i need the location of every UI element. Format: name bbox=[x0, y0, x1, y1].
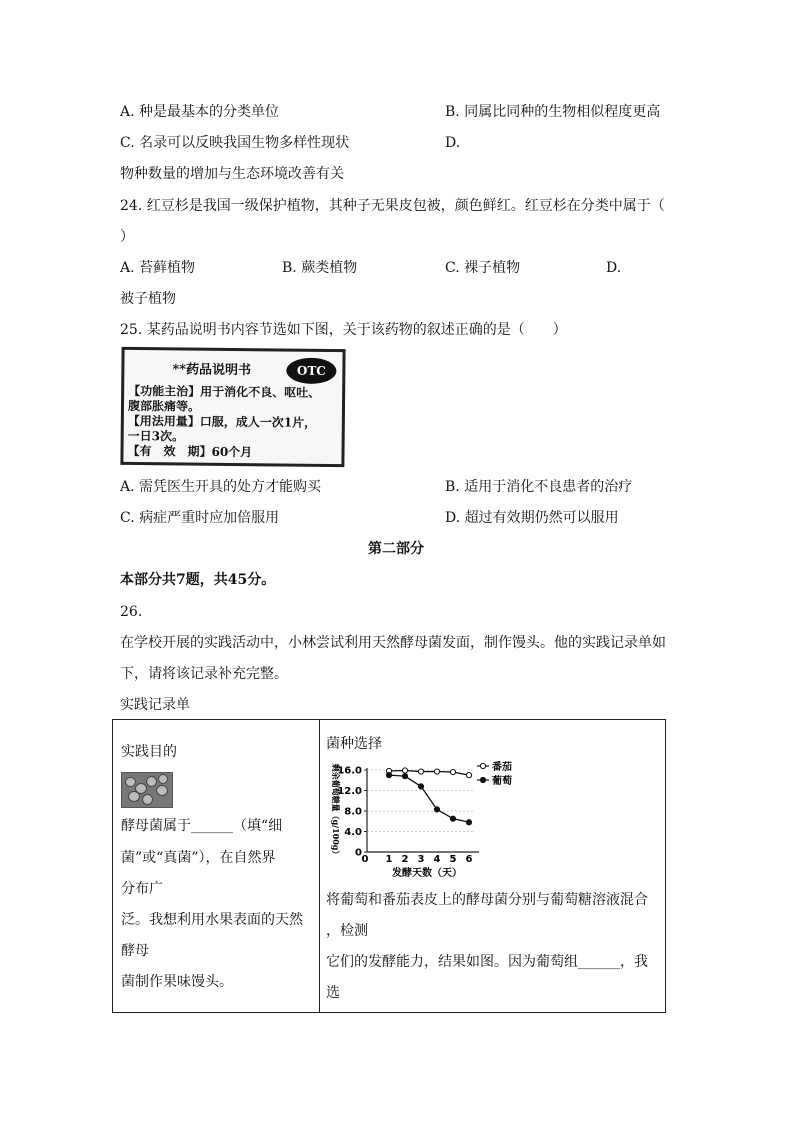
table-divider bbox=[319, 720, 320, 1012]
q25-option-b: B. 适用于消化不良患者的治疗 bbox=[445, 479, 633, 495]
yeast-microscope-image bbox=[121, 772, 173, 808]
data-point bbox=[434, 807, 439, 812]
legend-marker bbox=[480, 763, 485, 768]
q23-option-b: B. 同属比同种的生物相似程度更高 bbox=[445, 104, 661, 120]
data-point bbox=[418, 784, 423, 789]
data-point bbox=[450, 769, 455, 774]
x-tick-label: 1 bbox=[385, 854, 393, 865]
series-line-番茄 bbox=[389, 771, 469, 776]
drug-label-line: 【用法用量】口服，成人一次1片， bbox=[127, 413, 317, 430]
strain-text: 它们的发酵能力，结果如图。因为葡萄组______，我 bbox=[326, 954, 648, 970]
q23-option-a: A. 种是最基本的分类单位 bbox=[120, 104, 280, 120]
q24-option-c: C. 裸子植物 bbox=[445, 260, 521, 276]
data-point bbox=[434, 769, 439, 774]
x-tick-label: 0 bbox=[361, 854, 369, 865]
record-title: 实践记录单 bbox=[120, 697, 190, 713]
purpose-text: 分布广 bbox=[121, 881, 163, 897]
drug-label-line: 腹部胀痛等。 bbox=[127, 398, 201, 414]
drug-label-line: 【有 效 期】60个月 bbox=[127, 443, 253, 460]
y-axis-label: 剩余葡萄糖量（g/100g） bbox=[331, 763, 341, 859]
x-tick-label: 3 bbox=[417, 854, 425, 865]
q24-option-a: A. 苔藓植物 bbox=[120, 260, 196, 276]
drug-label-line: 一日3次。 bbox=[127, 428, 185, 444]
strain-heading: 菌种选择 bbox=[326, 736, 382, 752]
q26-intro: 在学校开展的实践活动中，小林尝试利用天然酵母菌发面，制作馒头。他的实践记录单如 bbox=[120, 635, 666, 651]
data-point bbox=[450, 816, 455, 821]
practice-record-table bbox=[112, 719, 666, 1013]
q25-stem: 25. 某药品说明书内容节选如下图，关于该药物的叙述正确的是（ ） bbox=[120, 322, 567, 338]
q24-stem: 24. 红豆杉是我国一级保护植物，其种子无果皮包被，颜色鲜红。红豆杉在分类中属于（ bbox=[120, 198, 665, 214]
part2-description: 本部分共7题，共45分。 bbox=[120, 572, 276, 588]
drug-label-title: **药品说明书 bbox=[172, 362, 252, 379]
purpose-text: 酵母菌属于______（填“细 bbox=[121, 818, 283, 834]
data-point bbox=[386, 773, 391, 778]
q24-option-b: B. 蕨类植物 bbox=[282, 260, 358, 276]
x-tick-label: 2 bbox=[401, 854, 409, 865]
q23-option-d-text: 物种数量的增加与生态环境改善有关 bbox=[120, 166, 344, 182]
q23-option-c: C. 名录可以反映我国生物多样性现状 bbox=[120, 135, 350, 151]
strain-text: 选 bbox=[326, 985, 340, 1001]
y-tick-label: 4.0 bbox=[344, 827, 362, 838]
otc-badge: OTC bbox=[286, 358, 336, 385]
data-point bbox=[402, 774, 407, 779]
q24-option-d-text: 被子植物 bbox=[120, 291, 176, 307]
drug-label-line: 【功能主治】用于消化不良、呕吐、 bbox=[128, 383, 321, 400]
legend-label: 葡萄 bbox=[492, 776, 512, 787]
x-tick-label: 4 bbox=[433, 854, 441, 865]
purpose-text: 菌”或“真菌”），在自然界 bbox=[121, 850, 276, 866]
data-point bbox=[402, 768, 407, 773]
fermentation-chart bbox=[325, 760, 512, 880]
legend-label: 番茄 bbox=[492, 762, 512, 773]
strain-text: 将葡萄和番茄表皮上的酵母菌分别与葡萄糖溶液混合 bbox=[326, 892, 648, 908]
purpose-heading: 实践目的 bbox=[121, 744, 177, 760]
drug-label-image bbox=[120, 347, 345, 467]
q26-number: 26. bbox=[120, 604, 143, 620]
part2-title: 第二部分 bbox=[368, 541, 424, 557]
y-tick-label: 8.0 bbox=[344, 806, 362, 818]
y-tick-label: 0 bbox=[355, 847, 362, 859]
q24-stem-end: ） bbox=[120, 229, 134, 245]
q25-option-a: A. 需凭医生开具的处方才能购买 bbox=[120, 479, 322, 495]
series-line-葡萄 bbox=[389, 775, 469, 822]
legend-marker bbox=[480, 777, 485, 782]
q25-option-d: D. 超过有效期仍然可以服用 bbox=[445, 510, 619, 526]
x-tick-label: 6 bbox=[465, 854, 473, 865]
x-tick-label: 5 bbox=[449, 854, 457, 865]
q25-option-c: C. 病症严重时应加倍服用 bbox=[120, 510, 280, 526]
strain-text: ，检测 bbox=[326, 923, 368, 939]
purpose-text: 酵母 bbox=[121, 943, 149, 959]
y-tick-label: 16.0 bbox=[337, 765, 362, 777]
x-axis-label: 发酵天数（天） bbox=[392, 868, 462, 879]
data-point bbox=[466, 820, 471, 825]
q23-option-d: D. bbox=[445, 135, 461, 151]
data-point bbox=[466, 773, 471, 778]
purpose-text: 泛。我想利用水果表面的天然 bbox=[121, 912, 303, 928]
y-tick-label: 12.0 bbox=[337, 786, 362, 797]
q24-option-d: D. bbox=[606, 260, 622, 276]
q26-intro: 下，请将该记录补充完整。 bbox=[120, 666, 288, 682]
data-point bbox=[418, 769, 423, 774]
purpose-text: 菌制作果味馒头。 bbox=[121, 974, 233, 990]
